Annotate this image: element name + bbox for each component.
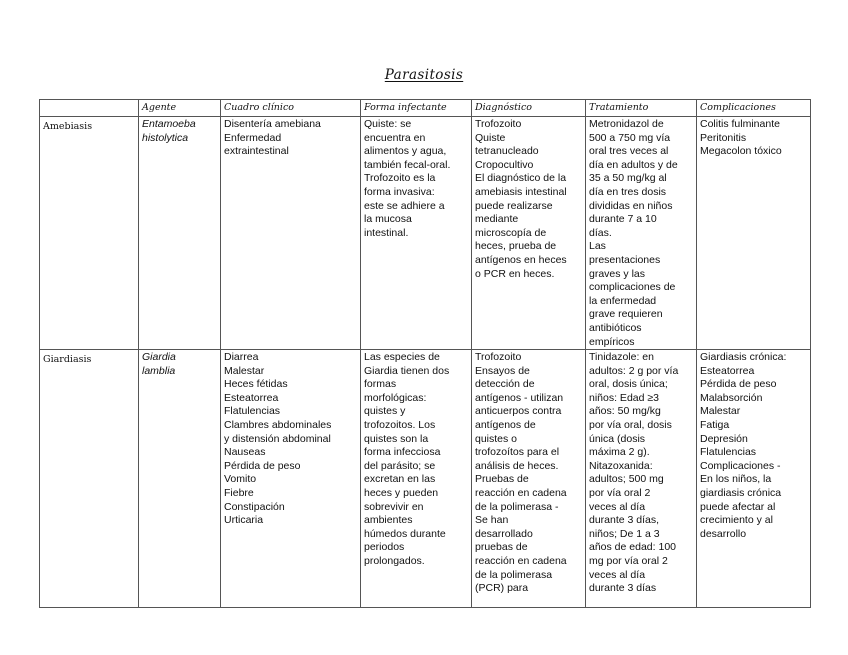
header-tratamiento: Tratamiento — [586, 100, 697, 117]
table-row — [40, 350, 811, 608]
clinical-cell: Diarrea Malestar Heces fétidas Esteatorrea Flatulencias Clambres abdominales y distensión abdominal Nauseas Pérdida de peso Vomito Fiebre Constipación Urticaria — [221, 350, 361, 608]
row-label: Giardiasis — [40, 350, 139, 608]
agent-cell: Entamoeba histolytica — [139, 117, 221, 350]
agent-cell: Giardia lamblia — [139, 350, 221, 608]
diagnosis-cell: Trofozoito Ensayos de detección de antígenos - utilizan anticuerpos contra antígenos de quistes o trofozoítos para el análisis de heces. Pruebas de reacción en cadena de la polimerasa - Se han desarrollado pruebas de reacción en cadena de la polimerasa (PCR) para — [472, 350, 586, 608]
complications-cell: Giardiasis crónica: Esteatorrea Pérdida de peso Malabsorción Malestar Fatiga Depresión Flatulencias Complicaciones - En los niños, la giardiasis crónica puede afectar al crecimiento y al desarrollo — [697, 350, 811, 608]
treatment-cell: Tinidazole: en adultos: 2 g por vía oral, dosis única; niños: Edad ≥3 años: 50 mg/kg por vía oral, dosis única (dosis máxima 2 g). Nitazoxanida: adultos; 500 mg por vía oral 2 veces al día durante 3 días, niños; De 1 a 3 años de edad: 100 mg por vía oral 2 veces al día durante 3 días — [586, 350, 697, 608]
header-agente: Agente — [139, 100, 221, 117]
row-label: Amebiasis — [40, 117, 139, 350]
table-header-row — [40, 100, 811, 117]
treatment-cell: Metronidazol de 500 a 750 mg vía oral tres veces al día en adultos y de 35 a 50 mg/kg al día en tres dosis divididas en niños durante 7 a 10 días. Las presentaciones graves y las complicaciones de la enfermedad grave requieren antibióticos empíricos — [586, 117, 697, 350]
infective-form-cell: Las especies de Giardia tienen dos formas morfológicas: quistes y trofozoitos. Los quistes son la forma infecciosa del parásito; se excretan en las heces y pueden sobrevivir en ambientes húmedos durante periodos prolongados. — [361, 350, 472, 608]
header-complicaciones: Complicaciones — [697, 100, 811, 117]
header-forma-infectante: Forma infectante — [361, 100, 472, 117]
complications-cell: Colitis fulminante Peritonitis Megacolon tóxico — [697, 117, 811, 350]
header-empty — [40, 100, 139, 117]
diagnosis-cell: Trofozoito Quiste tetranucleado Cropocultivo El diagnóstico de la amebiasis intestinal puede realizarse mediante microscopía de heces, prueba de antígenos en heces o PCR en heces. — [472, 117, 586, 350]
clinical-cell: Disentería amebiana Enfermedad extraintestinal — [221, 117, 361, 350]
table-row — [40, 117, 811, 350]
header-diagnostico: Diagnóstico — [472, 100, 586, 117]
header-cuadro-clinico: Cuadro clínico — [221, 100, 361, 117]
document-title: Parasitosis — [384, 67, 464, 83]
parasitosis-table — [39, 99, 811, 608]
infective-form-cell: Quiste: se encuentra en alimentos y agua, también fecal-oral. Trofozoito es la forma invasiva: este se adhiere a la mucosa intestinal. — [361, 117, 472, 350]
